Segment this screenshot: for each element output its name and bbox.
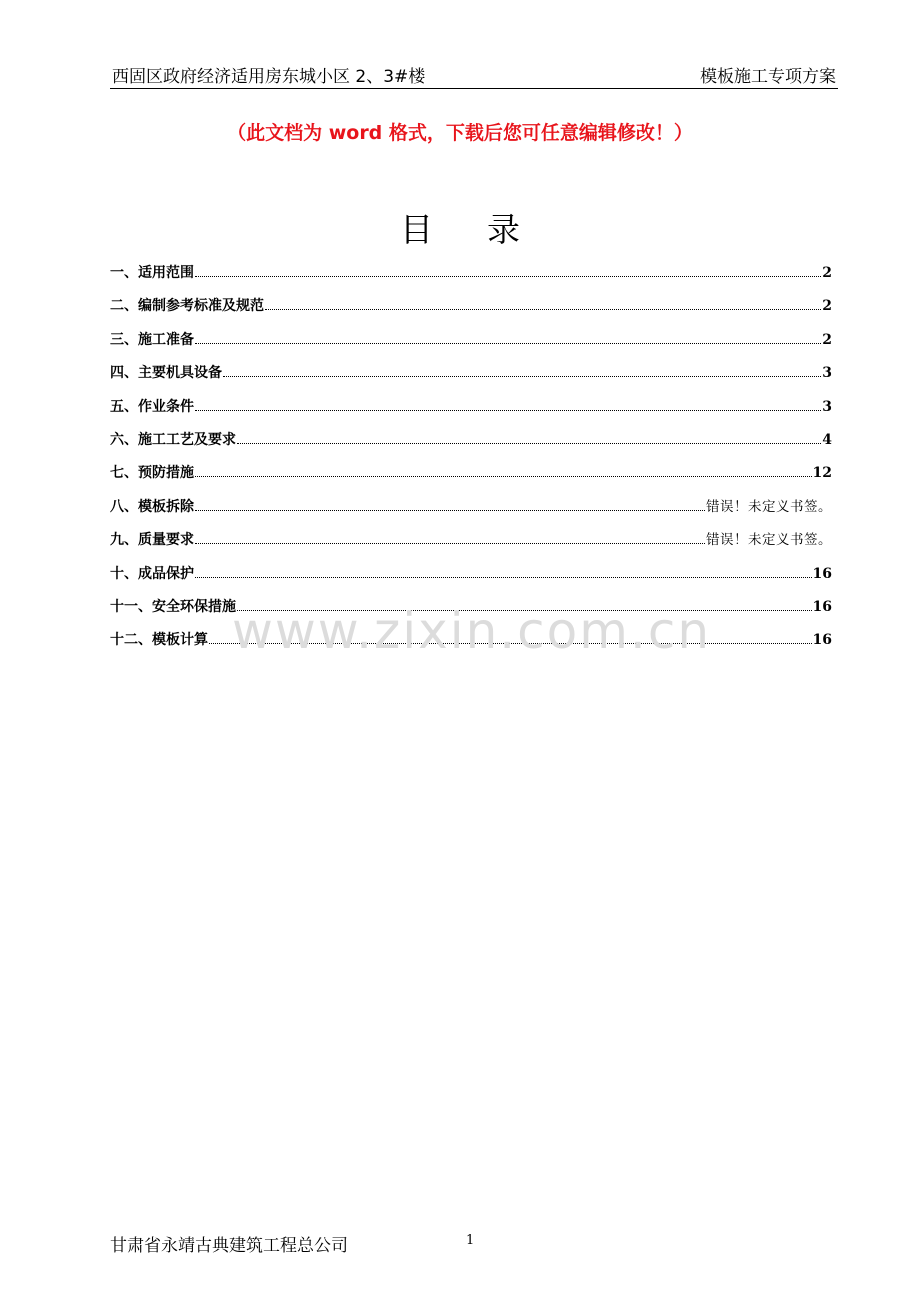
watermark: www.zixin.com.cn	[232, 602, 712, 660]
toc-entry-label: 六、施工工艺及要求	[110, 431, 236, 448]
toc-dot-leader	[195, 330, 821, 344]
toc-entry-page: 16	[812, 565, 832, 582]
toc-entry-page-error: 错误！未定义书签。	[706, 498, 832, 515]
header-document-title: 模板施工专项方案	[700, 67, 836, 87]
toc-entry-page-error: 错误！未定义书签。	[706, 532, 832, 549]
footer-company-name: 甘肃省永靖古典建筑工程总公司	[110, 1236, 348, 1256]
toc-dot-leader	[195, 530, 705, 544]
page-header	[110, 66, 838, 89]
toc-entry-label: 二、编制参考标准及规范	[110, 298, 264, 315]
toc-entry-label: 十一、安全环保措施	[110, 598, 236, 615]
toc-entry-label: 七、预防措施	[110, 465, 194, 482]
toc-entry-label: 五、作业条件	[110, 398, 194, 415]
toc-entry[interactable]	[110, 263, 832, 296]
toc-dot-leader	[237, 597, 812, 611]
toc-dot-leader	[195, 263, 821, 277]
toc-entry-page: 3	[822, 365, 832, 382]
toc-entry[interactable]	[110, 497, 832, 530]
toc-dot-leader	[195, 497, 705, 511]
toc-entry[interactable]	[110, 397, 832, 430]
toc-entry-page: 16	[812, 598, 832, 615]
toc-dot-leader	[195, 463, 812, 477]
toc-entry[interactable]	[110, 296, 832, 329]
toc-entry[interactable]	[110, 630, 832, 663]
toc-dot-leader	[209, 630, 812, 644]
header-project-name: 西固区政府经济适用房东城小区 2、3#楼	[112, 67, 426, 87]
toc-dot-leader	[265, 296, 821, 310]
toc-dot-leader	[195, 564, 812, 578]
toc-entry-label: 四、主要机具设备	[110, 365, 222, 382]
toc-entry-page: 4	[822, 431, 832, 448]
toc-dot-leader	[195, 397, 821, 411]
toc-entry-label: 八、模板拆除	[110, 498, 194, 515]
toc-entry[interactable]	[110, 330, 832, 363]
toc-entry-page: 2	[822, 265, 832, 281]
table-of-contents	[110, 263, 832, 664]
toc-entry[interactable]	[110, 564, 832, 597]
toc-dot-leader	[223, 363, 821, 377]
toc-entry-page: 2	[822, 298, 832, 315]
toc-entry[interactable]	[110, 530, 832, 563]
toc-entry-page: 12	[812, 465, 832, 482]
toc-entry-label: 一、适用范围	[110, 265, 194, 281]
toc-title: 目录	[400, 210, 574, 249]
toc-entry-label: 三、施工准备	[110, 331, 194, 348]
toc-entry-page: 3	[822, 398, 832, 415]
toc-dot-leader	[237, 430, 821, 444]
footer-page-number: 1	[466, 1233, 475, 1248]
toc-entry-label: 十、成品保护	[110, 565, 194, 582]
editable-notice: （此文档为 word 格式，下载后您可任意编辑修改！）	[227, 122, 693, 144]
toc-entry-label: 九、质量要求	[110, 532, 194, 549]
toc-entry[interactable]	[110, 363, 832, 396]
toc-entry-page: 16	[812, 632, 832, 649]
toc-entry[interactable]	[110, 463, 832, 496]
toc-entry[interactable]	[110, 430, 832, 463]
toc-entry-page: 2	[822, 331, 832, 348]
toc-entry-label: 十二、模板计算	[110, 632, 208, 649]
toc-entry[interactable]	[110, 597, 832, 630]
